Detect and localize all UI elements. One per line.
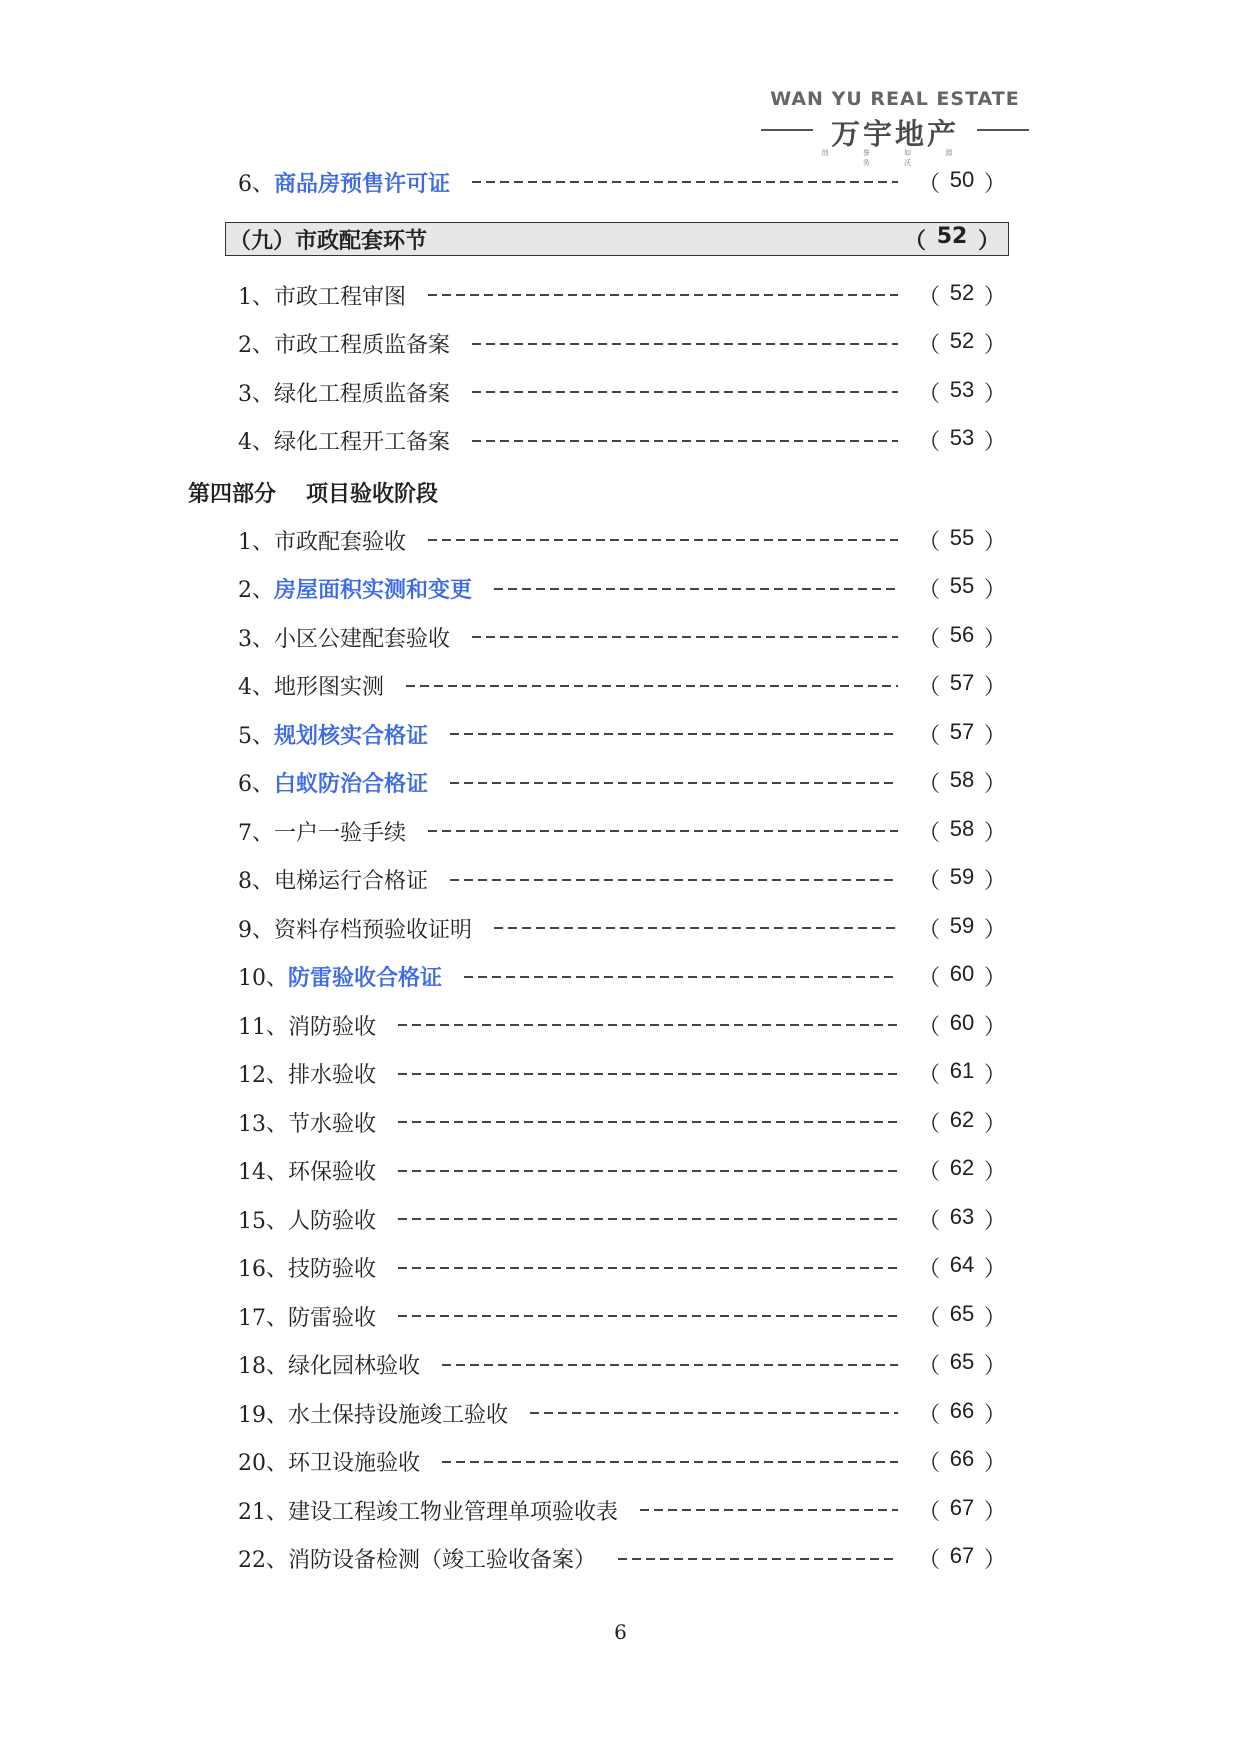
toc-page-number: 55 [949, 524, 975, 550]
open-paren: （ [918, 1305, 941, 1331]
toc-page-number: 59 [949, 864, 975, 889]
toc-entry-title: 绿化园林验收 [288, 1354, 421, 1379]
open-paren: （ [918, 723, 941, 749]
toc-page-ref [918, 719, 1008, 750]
toc-leader-dashes [428, 539, 898, 541]
toc-leader-dashes [450, 733, 898, 735]
toc-leader-dashes [398, 1170, 898, 1172]
toc-leader-dashes [472, 181, 898, 183]
toc-section-nine[interactable] [225, 222, 1009, 256]
toc-entry[interactable] [238, 910, 1008, 946]
toc-leader-dashes [398, 1315, 898, 1317]
toc-page-number: 67 [949, 1543, 975, 1568]
section-title: （九）市政配套环节 [229, 228, 428, 254]
toc-entry[interactable] [238, 862, 1008, 898]
toc-leader-dashes [472, 391, 898, 393]
close-paren: ） [983, 966, 1006, 991]
toc-entry-number: 4、 [238, 675, 274, 700]
toc-entry-number: 2、 [238, 578, 274, 603]
toc-leader-dashes [450, 782, 898, 784]
toc-page-ref [918, 816, 1008, 847]
toc-page-number: 53 [949, 376, 975, 402]
toc-entry-number: 8、 [238, 869, 274, 894]
close-paren: ） [983, 1160, 1006, 1185]
open-paren: （ [918, 1402, 941, 1428]
close-paren: ） [983, 381, 1006, 407]
open-paren: （ [918, 171, 941, 197]
toc-page-ref [918, 1058, 1008, 1089]
toc-entry-title: 消防设备检测（竣工验收备案） [288, 1548, 597, 1573]
part-label: 第四部分 [188, 481, 277, 507]
toc-entry[interactable] [238, 716, 1008, 752]
toc-page-number: 67 [949, 1494, 975, 1520]
toc-entry[interactable] [238, 1395, 1008, 1431]
toc-entry[interactable] [238, 1444, 1008, 1480]
close-paren: ） [983, 529, 1006, 555]
logo-chinese-row [757, 112, 1033, 151]
toc-entry[interactable] [238, 1492, 1008, 1528]
toc-entry-title: 地形图实测 [274, 675, 385, 700]
close-paren: ） [983, 1548, 1006, 1573]
toc-page-ref [918, 1543, 1008, 1574]
toc-entry[interactable] [238, 1250, 1008, 1286]
open-paren: （ [918, 1451, 941, 1476]
toc-entry-title: 市政工程审图 [274, 284, 407, 310]
toc-page-number: 53 [949, 425, 975, 450]
toc-leader-dashes [472, 636, 898, 638]
toc-page-ref [918, 1446, 1008, 1477]
toc-entry-title: 排水验收 [288, 1063, 377, 1088]
open-paren: （ [918, 820, 941, 846]
toc-page-ref [918, 670, 1008, 701]
open-paren: （ [918, 529, 941, 555]
logo-chinese-text: 万宇地产 [830, 117, 959, 151]
logo-tagline: 创 誉 如 源 务 沃 [821, 149, 969, 167]
toc-entry[interactable] [238, 668, 1008, 704]
toc-entry[interactable] [238, 1541, 1008, 1577]
close-paren: ） [983, 1451, 1006, 1476]
toc-page-ref [918, 1495, 1008, 1526]
toc-entry-number: 3、 [238, 381, 274, 407]
toc-entry-title: 一户一验手续 [274, 820, 407, 846]
toc-entry-number: 13、 [238, 1111, 288, 1137]
toc-entry[interactable] [238, 1201, 1008, 1237]
open-paren: （ [918, 284, 941, 310]
toc-entry-number: 6、 [238, 171, 274, 197]
toc-entry-title: 白蚁防治合格证 [274, 772, 429, 797]
toc-entry-title: 防雷验收 [288, 1305, 377, 1331]
toc-leader-dashes [494, 588, 898, 590]
toc-page-number: 59 [949, 912, 975, 938]
close-paren: ） [983, 1402, 1006, 1428]
toc-entry-number: 16、 [238, 1257, 288, 1282]
toc-leader-dashes [472, 343, 898, 345]
toc-page-number: 63 [949, 1203, 975, 1229]
toc-leader-dashes [428, 294, 898, 296]
open-paren: （ [918, 772, 941, 797]
section-page-number: 52 [936, 223, 968, 249]
close-paren: ） [983, 1208, 1006, 1234]
toc-entry-title: 市政工程质监备案 [274, 333, 451, 358]
toc-page-ref [918, 913, 1008, 944]
toc-page-ref [918, 1252, 1008, 1283]
toc-entry[interactable] [238, 164, 1008, 200]
toc-entry-number: 12、 [238, 1063, 288, 1088]
close-paren: ） [983, 1063, 1006, 1088]
toc-entry-number: 1、 [238, 284, 274, 310]
toc-page-number: 56 [949, 621, 975, 647]
toc-page-ref [918, 573, 1008, 604]
toc-entry-title: 小区公建配套验收 [274, 626, 451, 652]
open-paren: （ [918, 1014, 941, 1040]
toc-page-number: 62 [949, 1155, 975, 1180]
toc-page-ref [918, 1301, 1008, 1332]
toc-entry-title: 水土保持设施竣工验收 [288, 1402, 509, 1428]
toc-entry[interactable] [238, 619, 1008, 655]
toc-page-number: 57 [949, 718, 975, 744]
toc-entry[interactable] [238, 813, 1008, 849]
toc-entry-title: 规划核实合格证 [274, 723, 429, 749]
toc-leader-dashes [640, 1509, 898, 1511]
close-paren: ） [983, 675, 1006, 700]
close-paren: ） [983, 1111, 1006, 1137]
toc-leader-dashes [530, 1412, 898, 1414]
close-paren: ） [983, 917, 1006, 943]
open-paren: （ [918, 578, 941, 603]
company-logo [757, 88, 1033, 167]
toc-page-ref [918, 377, 1008, 408]
toc-page-ref [918, 328, 1008, 359]
toc-leader-dashes [428, 830, 898, 832]
toc-entry-title: 节水验收 [288, 1111, 377, 1137]
close-paren: ） [983, 1014, 1006, 1040]
toc-leader-dashes [494, 927, 898, 929]
close-paren: ） [983, 869, 1006, 894]
toc-entry[interactable] [238, 1153, 1008, 1189]
open-paren: （ [918, 381, 941, 407]
toc-entry-title: 资料存档预验收证明 [274, 917, 473, 943]
part-title: 项目验收阶段 [306, 481, 439, 507]
open-paren: （ [918, 675, 941, 700]
open-paren: （ [918, 869, 941, 894]
toc-page-ref [918, 1398, 1008, 1429]
open-paren: （ [918, 1208, 941, 1234]
toc-entry-number: 18、 [238, 1354, 288, 1379]
page-number: 6 [614, 1620, 627, 1644]
toc-entry[interactable] [238, 374, 1008, 410]
toc-page-ref [918, 622, 1008, 653]
toc-page-ref [918, 864, 1008, 895]
toc-page-ref [918, 280, 1008, 311]
logo-left-rule [761, 129, 813, 131]
toc-leader-dashes [618, 1558, 898, 1560]
toc-entry-number: 10、 [238, 966, 288, 991]
toc-page-ref [918, 525, 1008, 556]
toc-entry-title: 防雷验收合格证 [288, 966, 443, 991]
toc-page-number: 52 [949, 328, 975, 353]
toc-page-number: 57 [949, 670, 975, 695]
toc-leader-dashes [406, 685, 898, 687]
toc-entry-title: 房屋面积实测和变更 [274, 578, 473, 603]
close-paren: ） [983, 820, 1006, 846]
logo-right-rule [977, 129, 1029, 131]
toc-entry-number: 7、 [238, 820, 274, 846]
toc-entry-title: 环保验收 [288, 1160, 377, 1185]
toc-entry[interactable] [238, 1007, 1008, 1043]
toc-entry[interactable] [238, 423, 1008, 459]
toc-entry-title: 绿化工程质监备案 [274, 381, 451, 407]
toc-entry-number: 15、 [238, 1208, 288, 1234]
close-paren: ） [983, 1305, 1006, 1331]
toc-leader-dashes [472, 440, 898, 442]
toc-entry[interactable] [238, 326, 1008, 362]
toc-entry-number: 21、 [238, 1499, 288, 1525]
toc-page-number: 50 [949, 166, 975, 192]
open-paren: （ [918, 333, 941, 358]
toc-page-ref [918, 961, 1008, 992]
close-paren: ） [983, 1354, 1006, 1379]
toc-leader-dashes [398, 1267, 898, 1269]
toc-entry-number: 3、 [238, 626, 274, 652]
toc-page-number: 60 [949, 1009, 975, 1035]
close-paren: ） [983, 284, 1006, 310]
toc-entry[interactable] [238, 1104, 1008, 1140]
open-paren: （ [918, 1499, 941, 1525]
toc-page-number: 58 [949, 767, 975, 792]
toc-page-number: 65 [949, 1349, 975, 1374]
toc-entry[interactable] [238, 1347, 1008, 1383]
toc-entry[interactable] [238, 571, 1008, 607]
close-paren: ） [983, 723, 1006, 749]
toc-page-ref [918, 767, 1008, 798]
toc-entry-title: 商品房预售许可证 [274, 171, 451, 197]
open-paren: （ [918, 966, 941, 991]
close-paren: ） [983, 626, 1006, 652]
toc-page-number: 64 [949, 1252, 975, 1277]
toc-entry-title: 人防验收 [288, 1208, 377, 1234]
toc-page-number: 66 [949, 1446, 975, 1471]
toc-entry[interactable] [238, 959, 1008, 995]
toc-leader-dashes [450, 879, 898, 881]
toc-entry-title: 市政配套验收 [274, 529, 407, 555]
toc-page-ref [918, 425, 1008, 456]
open-paren: （ [918, 1063, 941, 1088]
toc-entry-number: 14、 [238, 1160, 288, 1185]
toc-entry-number: 2、 [238, 333, 274, 358]
toc-entry-number: 17、 [238, 1305, 288, 1331]
close-paren: ） [983, 333, 1006, 358]
toc-entry-number: 1、 [238, 529, 274, 555]
toc-entry[interactable] [238, 277, 1008, 313]
open-paren: （ [918, 1111, 941, 1137]
toc-page-number: 55 [949, 573, 975, 598]
logo-english-text: WAN YU REAL ESTATE [770, 88, 1020, 110]
toc-page-number: 52 [949, 279, 975, 305]
toc-page-number: 58 [949, 815, 975, 841]
toc-page-ref [918, 1204, 1008, 1235]
open-paren: （ [918, 917, 941, 943]
toc-entry-number: 19、 [238, 1402, 288, 1428]
open-paren: （ [918, 1548, 941, 1573]
toc-entry-number: 20、 [238, 1451, 288, 1476]
open-paren: （ [918, 1257, 941, 1282]
toc-entry-title: 环卫设施验收 [288, 1451, 421, 1476]
close-paren: ） [983, 171, 1006, 197]
toc-leader-dashes [442, 1364, 898, 1366]
open-paren: （ [918, 626, 941, 652]
toc-page-ref [918, 1155, 1008, 1186]
section-page-ref: （ 52 ） [904, 223, 1000, 254]
toc-entry[interactable] [238, 1056, 1008, 1092]
toc-entry-number: 4、 [238, 430, 274, 455]
toc-entry-number: 11、 [238, 1014, 288, 1040]
toc-page-ref [918, 167, 1008, 198]
toc-page-number: 62 [949, 1106, 975, 1132]
toc-page-number: 61 [949, 1058, 975, 1083]
close-paren: ） [983, 772, 1006, 797]
close-paren: ） [983, 578, 1006, 603]
toc-leader-dashes [442, 1461, 898, 1463]
toc-page-ref [918, 1107, 1008, 1138]
toc-entry-number: 6、 [238, 772, 274, 797]
toc-leader-dashes [398, 1024, 898, 1026]
close-paren: ） [983, 1499, 1006, 1525]
toc-page-ref [918, 1349, 1008, 1380]
open-paren: （ [918, 1160, 941, 1185]
close-paren: ） [983, 430, 1006, 455]
toc-entry-title: 电梯运行合格证 [274, 869, 429, 894]
open-paren: （ [918, 1354, 941, 1379]
toc-page-number: 65 [949, 1300, 975, 1326]
open-paren: （ [918, 430, 941, 455]
toc-entry-title: 建设工程竣工物业管理单项验收表 [288, 1499, 619, 1525]
toc-entry[interactable] [238, 522, 1008, 558]
toc-page-ref [918, 1010, 1008, 1041]
toc-entry-title: 技防验收 [288, 1257, 377, 1282]
toc-leader-dashes [464, 976, 898, 978]
close-paren: ） [983, 1257, 1006, 1282]
toc-leader-dashes [398, 1121, 898, 1123]
toc-entry-title: 绿化工程开工备案 [274, 430, 451, 455]
toc-leader-dashes [398, 1218, 898, 1220]
toc-leader-dashes [398, 1073, 898, 1075]
toc-page-number: 66 [949, 1397, 975, 1423]
toc-entry[interactable] [238, 1298, 1008, 1334]
toc-page-number: 60 [949, 961, 975, 986]
toc-part-four-heading[interactable] [188, 474, 438, 510]
toc-entry-title: 消防验收 [288, 1014, 377, 1040]
toc-entry-number: 9、 [238, 917, 274, 943]
toc-entry-number: 22、 [238, 1548, 288, 1573]
toc-entry-number: 5、 [238, 723, 274, 749]
toc-entry[interactable] [238, 765, 1008, 801]
